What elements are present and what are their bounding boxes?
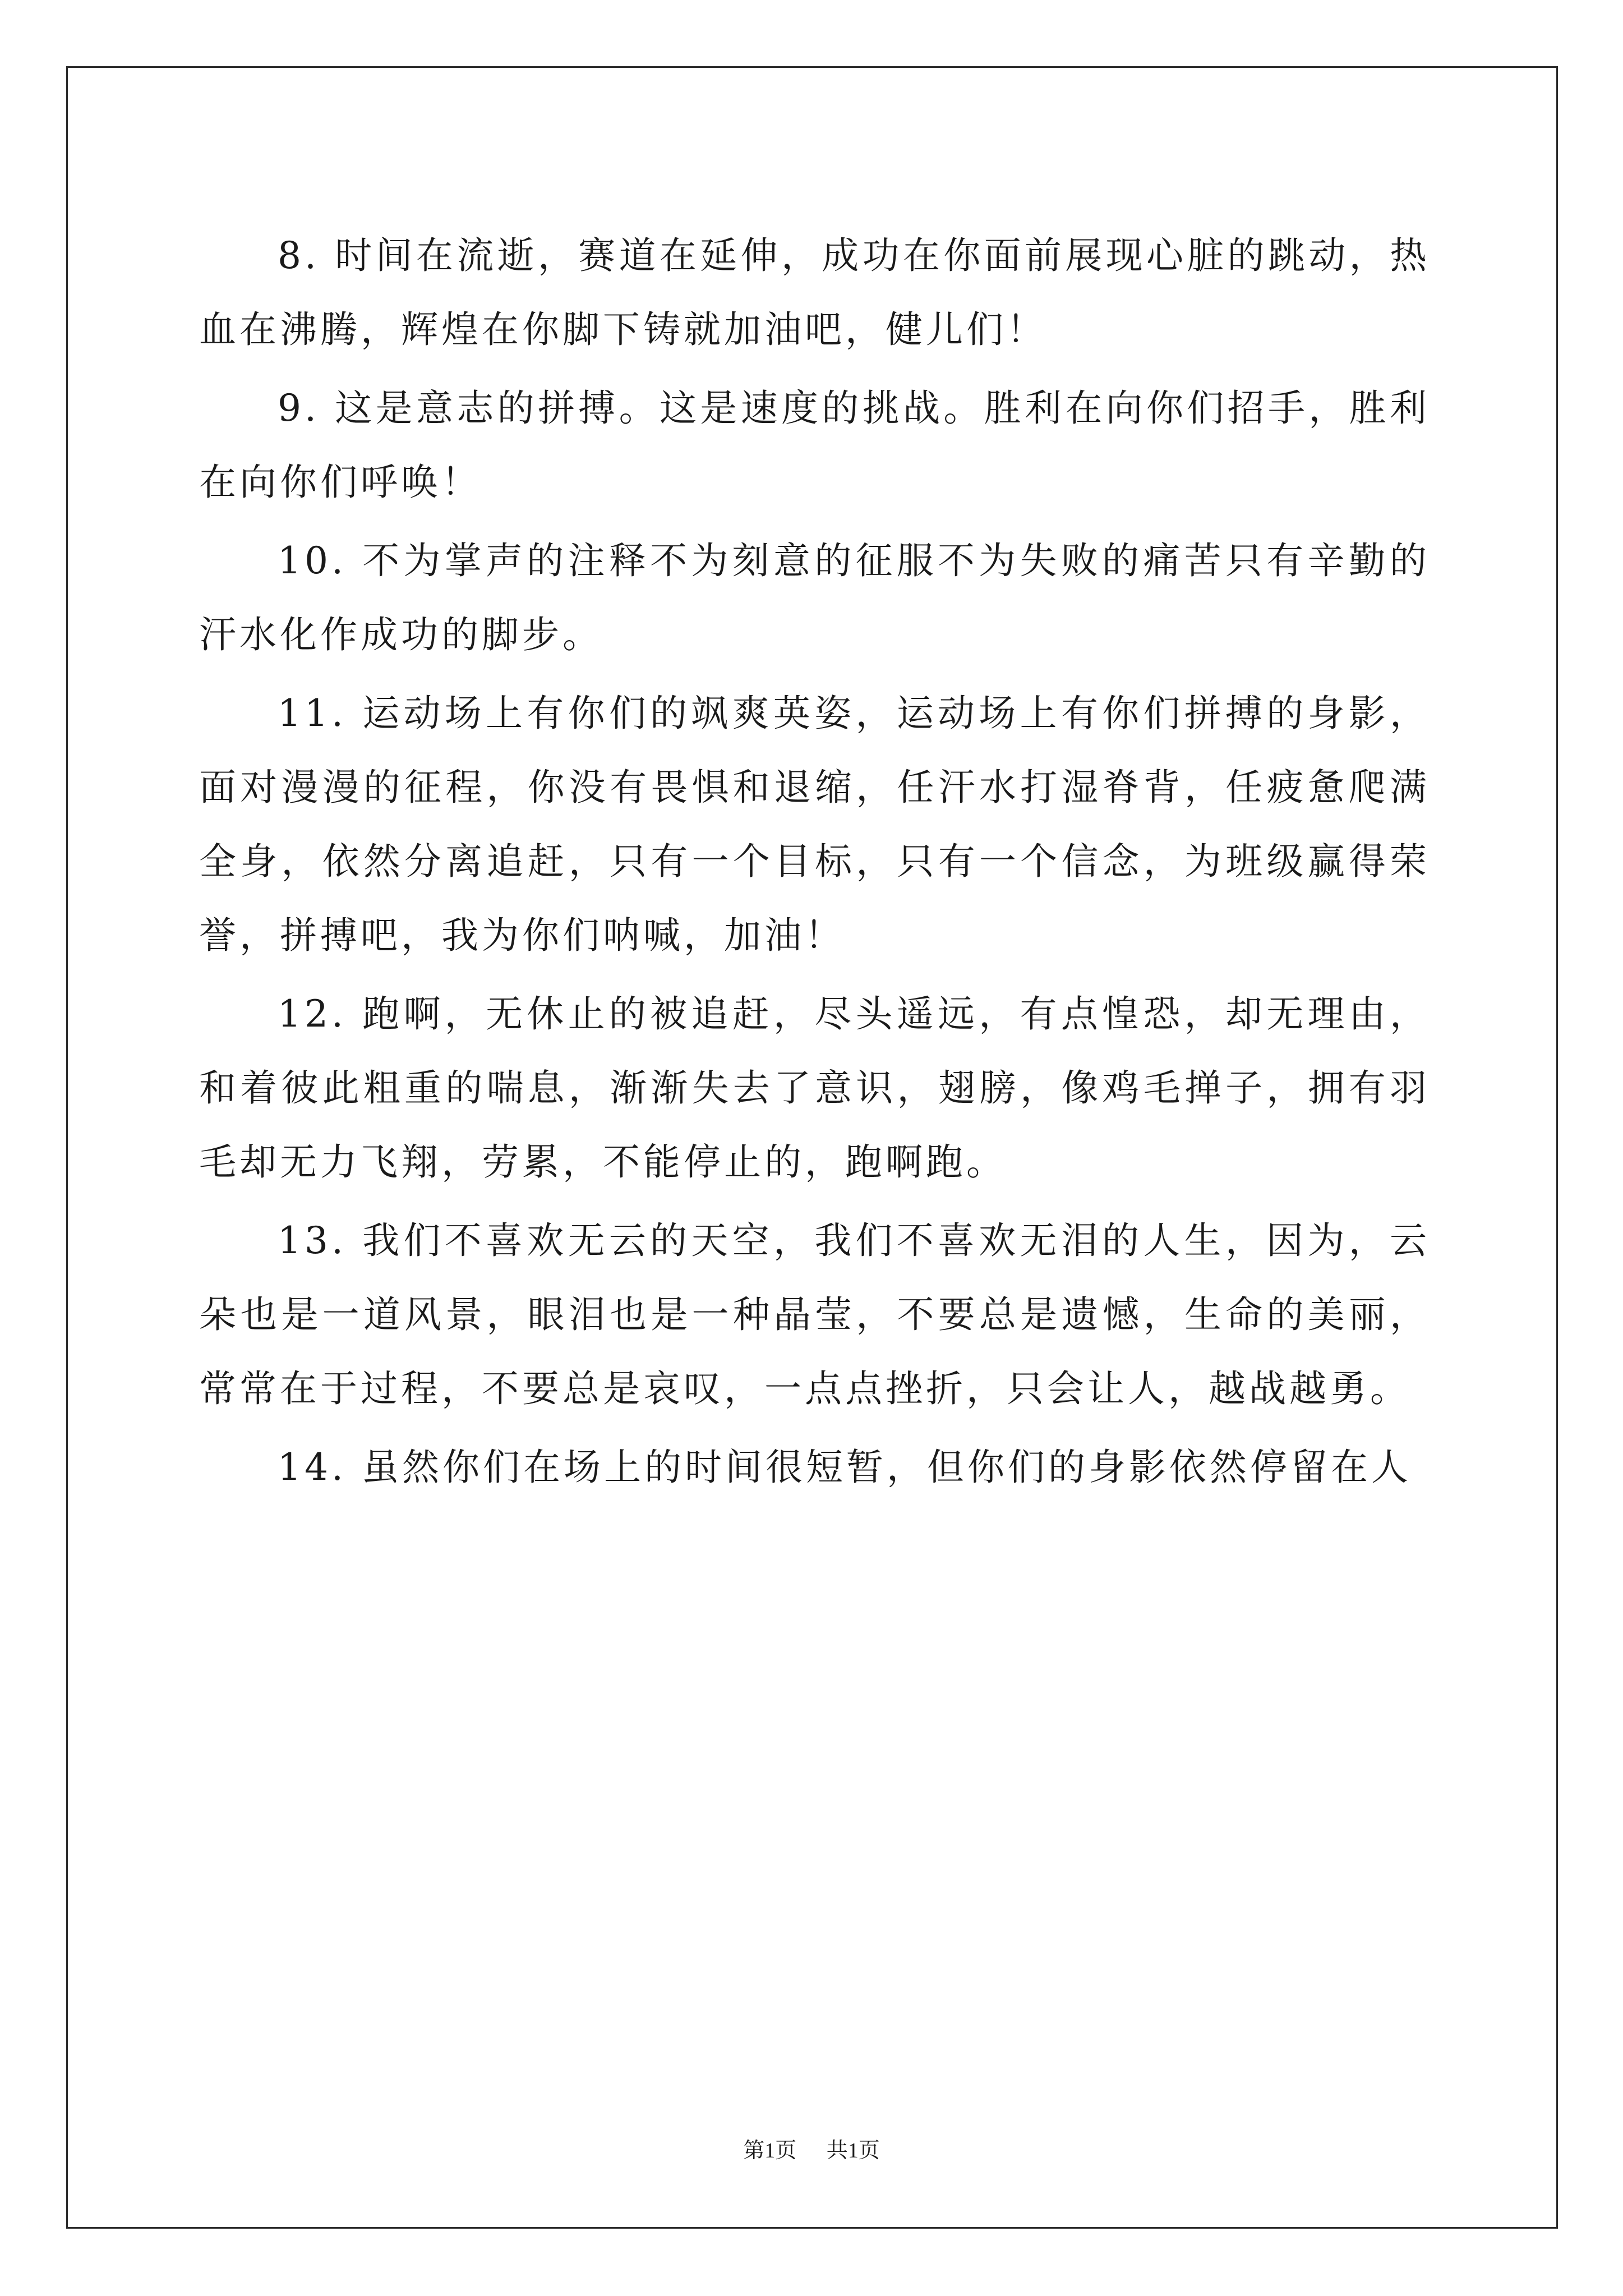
document-body — [199, 219, 1430, 1509]
paragraph-11: 11. 运动场上有你们的飒爽英姿，运动场上有你们拼搏的身影，面对漫漫的征程，你没有畏惧和退缩，任汗水打湿脊背，任疲惫爬满全身，依然分离追赶，只有一个目标，只有一个信念，为班级赢得荣誉，拼搏吧，我为你们呐喊，加油！ — [199, 692, 1430, 957]
paragraph-9: 9. 这是意志的拼搏。这是速度的挑战。胜利在向你们招手，胜利在向你们呼唤！ — [199, 386, 1430, 504]
paragraph-8: 8. 时间在流逝，赛道在延伸，成功在你面前展现心脏的跳动，热血在沸腾，辉煌在你脚下铸就加油吧，健儿们！ — [199, 234, 1430, 351]
paragraph-13: 13. 我们不喜欢无云的天空，我们不喜欢无泪的人生，因为，云朵也是一道风景，眼泪也是一种晶莹，不要总是遗憾，生命的美丽，常常在于过程，不要总是哀叹，一点点挫折，只会让人，越战越勇。 — [199, 1219, 1430, 1410]
page-total: 共1页 — [826, 2139, 880, 2162]
paragraph-14: 14. 虽然你们在场上的时间很短暂，但你们的身影依然停留在人 — [278, 1446, 1412, 1489]
paragraph-10: 10. 不为掌声的注释不为刻意的征服不为失败的痛苦只有辛勤的汗水化作成功的脚步。 — [199, 539, 1430, 656]
paragraph-12: 12. 跑啊，无休止的被追赶，尽头遥远，有点惶恐，却无理由，和着彼此粗重的喘息，渐渐失去了意识，翅膀，像鸡毛掸子，拥有羽毛却无力飞翔，劳累，不能停止的，跑啊跑。 — [199, 992, 1430, 1184]
page-number: 第1页 — [743, 2139, 797, 2162]
page-footer — [0, 2133, 1623, 2164]
